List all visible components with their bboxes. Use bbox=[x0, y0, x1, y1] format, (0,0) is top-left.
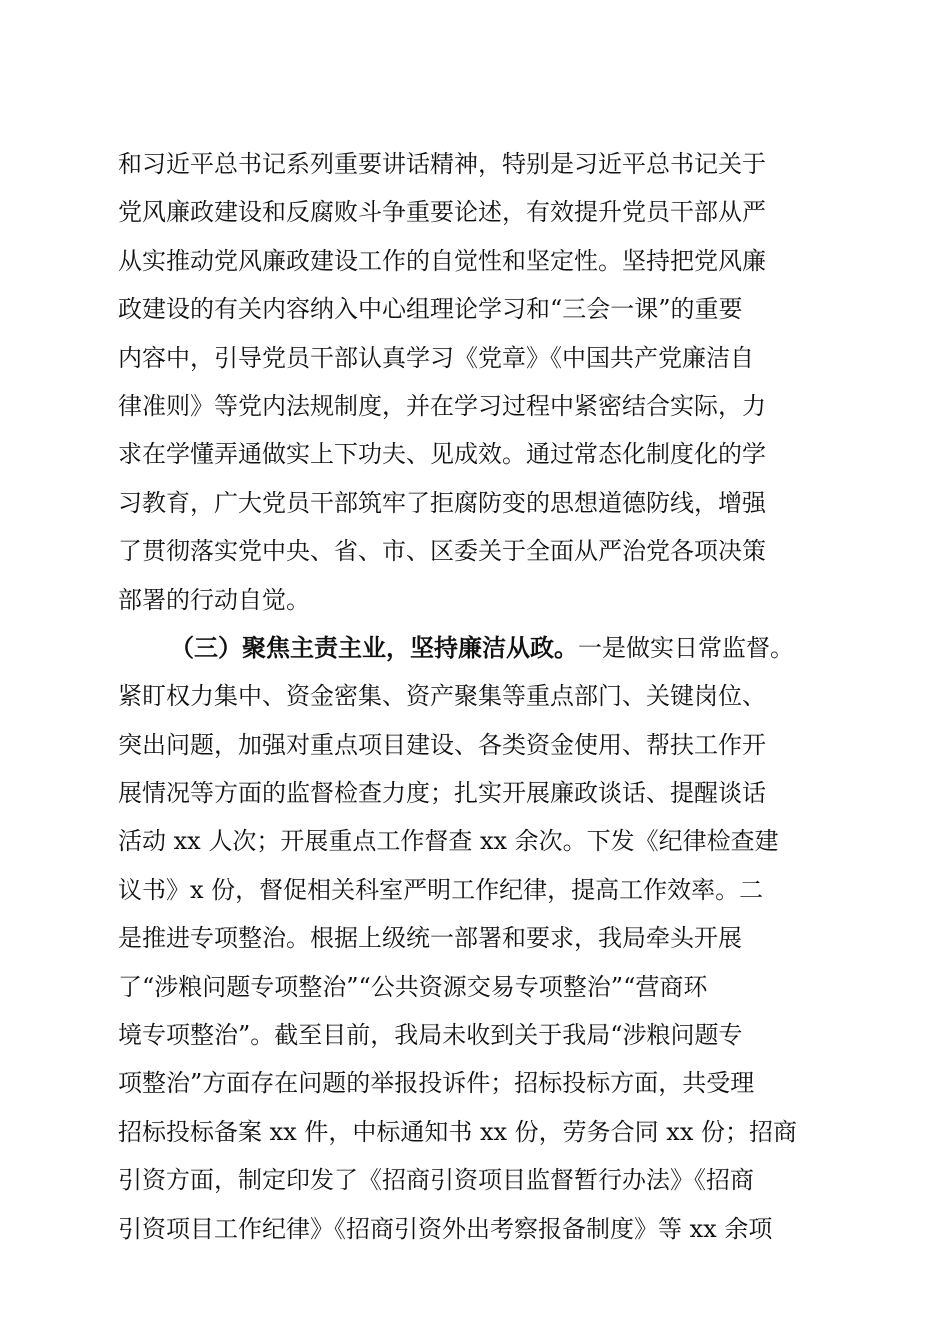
text-line: 从实推动党风廉政建设工作的自觉性和坚定性。坚持把党风廉 bbox=[118, 246, 766, 275]
text-line: 了贯彻落实党中央、省、市、区委关于全面从严治党各项决策 bbox=[118, 537, 766, 566]
text-line: 招标投标备案 xx 件，中标通知书 xx 份，劳务合同 xx 份；招商 bbox=[118, 1117, 797, 1146]
text-line: 项整治”方面存在问题的举报投诉件；招标投标方面，共受理 bbox=[118, 1069, 755, 1098]
text-line: 紧盯权力集中、资金密集、资产聚集等重点部门、关键岗位、 bbox=[118, 682, 766, 711]
text-line: 政建设的有关内容纳入中心组理论学习和“三会一课”的重要 bbox=[118, 295, 743, 324]
text-line: 党风廉政建设和反腐败斗争重要论述，有效提升党员干部从严 bbox=[118, 198, 766, 227]
text-line: 部署的行动自觉。 bbox=[118, 585, 310, 614]
section-first-line bbox=[118, 624, 838, 672]
text-line: 引资项目工作纪律》《招商引资外出考察报备制度》等 xx 余项 bbox=[118, 1214, 773, 1243]
text-line: 境专项整治”。截至目前，我局未收到关于我局“涉粮问题专 bbox=[118, 1021, 743, 1050]
text-line: 律准则》等党内法规制度，并在学习过程中紧密结合实际，力 bbox=[118, 391, 766, 420]
text-line: 引资方面，制定印发了《招商引资项目监督暂行办法》《招商 bbox=[118, 1166, 754, 1195]
text-line: 议书》x 份，督促相关科室严明工作纪律，提高工作效率。二 bbox=[118, 875, 764, 904]
text-line: 是推进专项整治。根据上级统一部署和要求，我局牵头开展 bbox=[118, 924, 742, 953]
section-first-line-text: 一是做实日常监督。 bbox=[578, 633, 794, 662]
text-line: 习教育，广大党员干部筑牢了拒腐防变的思想道德防线，增强 bbox=[118, 488, 766, 517]
text-line: 内容中，引导党员干部认真学习《党章》《中国共产党廉洁自 bbox=[118, 343, 754, 372]
document-body bbox=[118, 140, 838, 1253]
text-line: 活动 xx 人次；开展重点工作督查 xx 余次。下发《纪律检查建 bbox=[118, 827, 779, 856]
text-line: 了“涉粮问题专项整治”“公共资源交易专项整治”“营商环 bbox=[118, 972, 708, 1001]
text-line: 展情况等方面的监督检查力度；扎实开展廉政谈话、提醒谈话 bbox=[118, 779, 766, 808]
text-line: 突出问题，加强对重点项目建设、各类资金使用、帮扶工作开 bbox=[118, 730, 766, 759]
text-line: 求在学懂弄通做实上下功夫、见成效。通过常态化制度化的学 bbox=[118, 440, 766, 469]
text-line: 和习近平总书记系列重要讲话精神，特别是习近平总书记关于 bbox=[118, 150, 766, 178]
section-heading: （三）聚焦主责主业，坚持廉洁从政。 bbox=[170, 632, 578, 662]
